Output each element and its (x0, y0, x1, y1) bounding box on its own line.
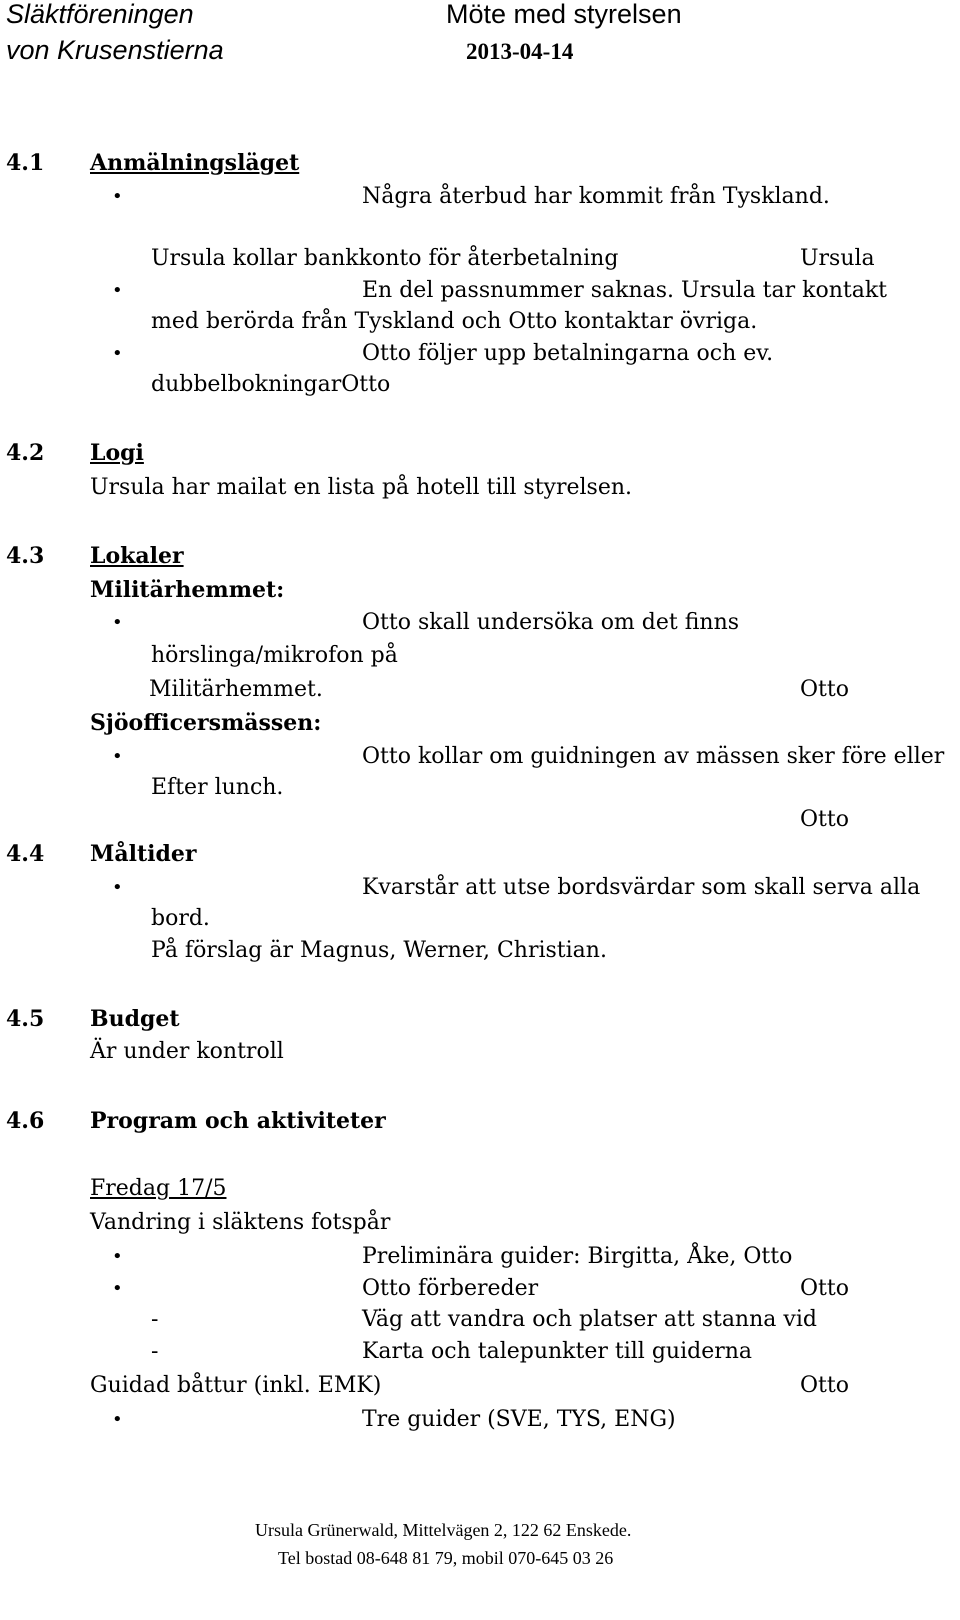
section-number-4-5: 4.5 (6, 1006, 45, 1032)
section-title-program: Program och aktiviteter (90, 1108, 386, 1134)
text-line: Ursula har mailat en lista på hotell till styrelsen. (90, 475, 633, 500)
bullet: • (112, 1278, 123, 1299)
activity-title: Guidad båttur (inkl. EMK) (90, 1373, 382, 1398)
bullet: • (112, 343, 123, 364)
bullet: • (112, 877, 123, 898)
section-title-lokaler: Lokaler (90, 543, 184, 569)
section-title-budget: Budget (90, 1006, 180, 1032)
text-line: En del passnummer saknas. Ursula tar kontakt (362, 278, 888, 303)
bullet: • (112, 1409, 123, 1430)
responsible-otto: Otto (800, 807, 849, 832)
subheading-militarhemmet: Militärhemmet: (90, 577, 285, 603)
text-line: Efter lunch. (151, 775, 284, 800)
footer-address: Ursula Grünerwald, Mittelvägen 2, 122 62 Enskede. (255, 1520, 632, 1540)
text-line: dubbelbokningarOtto (151, 372, 391, 397)
section-title-logi: Logi (90, 440, 144, 466)
text-line: Kvarstår att utse bordsvärdar som skall serva alla (362, 875, 921, 900)
text-line: bord. (151, 906, 210, 931)
responsible-otto: Otto (800, 677, 849, 702)
meeting-title: Möte med styrelsen (446, 0, 682, 29)
org-name-line1: Släktföreningen (6, 0, 194, 29)
text-line: Militärhemmet. (149, 677, 323, 702)
responsible-otto: Otto (800, 1276, 849, 1301)
section-number-4-3: 4.3 (6, 543, 45, 569)
section-number-4-6: 4.6 (6, 1108, 45, 1134)
dash: - (151, 1339, 159, 1364)
bullet: • (112, 1246, 123, 1267)
text-line: Otto följer upp betalningarna och ev. (362, 341, 774, 366)
section-number-4-1: 4.1 (6, 150, 45, 176)
bullet: • (112, 612, 123, 633)
org-name-line2: von Krusenstierna (6, 35, 224, 65)
text-line: hörslinga/mikrofon på (151, 643, 398, 668)
text-line: Karta och talepunkter till guiderna (362, 1339, 753, 1364)
meeting-date: 2013-04-14 (466, 39, 574, 64)
text-line: Otto förbereder (362, 1276, 539, 1301)
text-line: På förslag är Magnus, Werner, Christian. (151, 938, 607, 963)
day-heading: Fredag 17/5 (90, 1176, 227, 1201)
section-title-anmalningslaget: Anmälningsläget (90, 150, 300, 176)
text-line: Ursula kollar bankkonto för återbetalning (151, 246, 619, 271)
text-line: Preliminära guider: Birgitta, Åke, Otto (362, 1244, 793, 1269)
bullet: • (112, 746, 123, 767)
text-line: Otto kollar om guidningen av mässen sker före eller (362, 744, 945, 769)
activity-title: Vandring i släktens fotspår (90, 1210, 391, 1235)
text-line: Väg att vandra och platser att stanna vid (362, 1307, 817, 1332)
text-line: Är under kontroll (90, 1039, 284, 1064)
text-line: Otto skall undersöka om det finns (362, 610, 740, 635)
responsible-otto: Otto (800, 1373, 849, 1398)
text-line: med berörda från Tyskland och Otto kontaktar övriga. (151, 309, 758, 334)
bullet: • (112, 280, 123, 301)
section-number-4-4: 4.4 (6, 841, 45, 867)
responsible-ursula: Ursula (800, 246, 875, 271)
text-line: Tre guider (SVE, TYS, ENG) (362, 1407, 676, 1432)
bullet: • (112, 186, 123, 207)
footer-phone: Tel bostad 08-648 81 79, mobil 070-645 03 26 (278, 1548, 614, 1568)
text-line: Några återbud har kommit från Tyskland. (362, 184, 830, 209)
subheading-sjoofficersmassen: Sjöofficersmässen: (90, 710, 322, 736)
section-title-maltider: Måltider (90, 841, 197, 867)
dash: - (151, 1307, 159, 1332)
section-number-4-2: 4.2 (6, 440, 45, 466)
